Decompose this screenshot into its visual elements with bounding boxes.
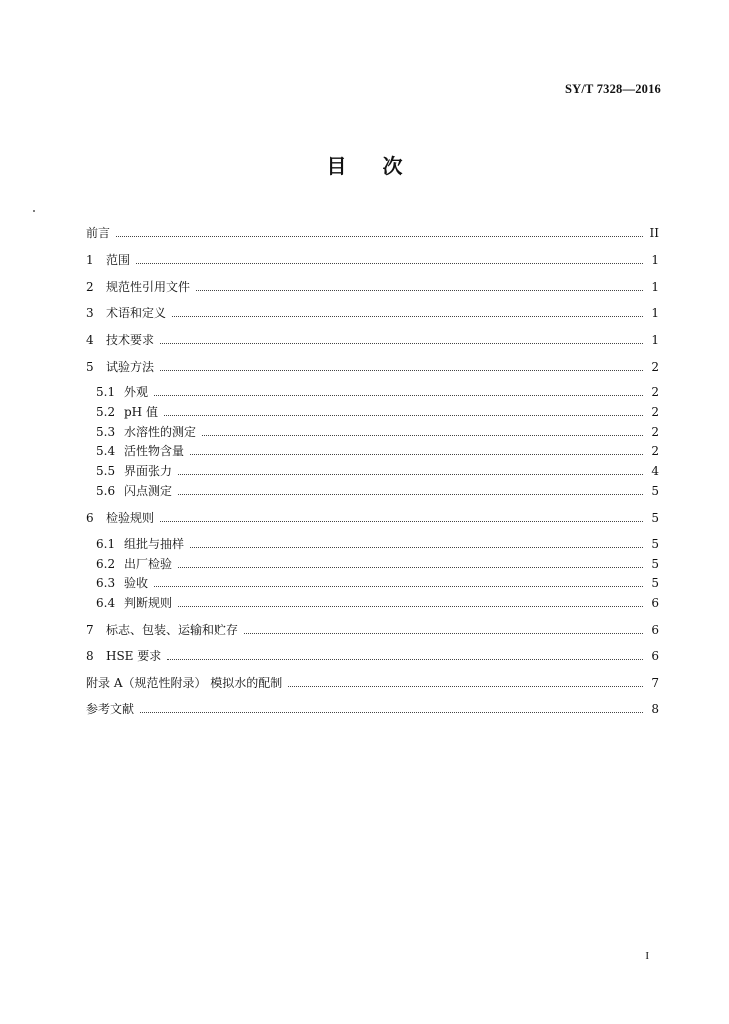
toc-leader-dots xyxy=(160,343,643,344)
toc-entry-page: 6 xyxy=(651,596,659,610)
toc-leader-dots xyxy=(178,474,643,475)
toc-leader-dots xyxy=(190,454,643,455)
toc-entry-label: 试验方法 xyxy=(106,360,155,374)
toc-leader-dots xyxy=(164,415,643,416)
toc-leader-dots xyxy=(178,494,643,495)
toc-entry-page: 6 xyxy=(651,649,659,663)
toc-leader-dots xyxy=(244,633,643,634)
toc-entry-number: 8 xyxy=(86,649,94,663)
toc-entry-label: 验收 xyxy=(124,576,149,590)
toc-entry-number: 5.2 xyxy=(96,405,116,419)
toc-entry-number: 3 xyxy=(86,306,94,320)
toc-entry-number: 6.3 xyxy=(96,576,116,590)
toc-entry-label: 出厂检验 xyxy=(124,557,173,571)
toc-entry[interactable] xyxy=(86,507,659,525)
toc-leader-dots xyxy=(172,316,643,317)
toc-entry[interactable] xyxy=(96,460,659,478)
toc-entry-label: 范围 xyxy=(106,253,131,267)
toc-entry-label: 水溶性的测定 xyxy=(124,425,197,439)
toc-entry-label: 参考文献 xyxy=(86,702,135,716)
toc-entry-number: 6 xyxy=(86,511,94,525)
page-number: I xyxy=(645,950,649,962)
toc-entry-page: 1 xyxy=(651,280,659,294)
toc-entry-page: 5 xyxy=(651,484,659,498)
toc-entry-page: II xyxy=(649,226,659,240)
toc-entry-page: 2 xyxy=(651,385,659,399)
toc-leader-dots xyxy=(154,586,643,587)
toc-entry-label: 判断规则 xyxy=(124,596,173,610)
toc-entry-label: 外观 xyxy=(124,385,149,399)
toc-entry-number: 4 xyxy=(86,333,94,347)
toc-leader-dots xyxy=(160,521,643,522)
toc-leader-dots xyxy=(116,236,643,237)
toc-leader-dots xyxy=(167,659,643,660)
toc-entry-page: 8 xyxy=(651,702,659,716)
toc-entry-label: HSE 要求 xyxy=(106,649,162,663)
toc-entry[interactable] xyxy=(96,592,659,610)
toc-entry-number: 7 xyxy=(86,623,94,637)
toc-leader-dots xyxy=(196,290,643,291)
toc-leader-dots xyxy=(160,370,643,371)
toc-entry[interactable] xyxy=(86,329,659,347)
toc-entry-page: 1 xyxy=(651,306,659,320)
toc-leader-dots xyxy=(190,547,643,548)
scan-speck xyxy=(33,210,35,212)
toc-entry-page: 6 xyxy=(651,623,659,637)
toc-leader-dots xyxy=(140,712,643,713)
standard-code: SY/T 7328—2016 xyxy=(565,82,661,96)
toc-entry[interactable] xyxy=(96,553,659,571)
toc-leader-dots xyxy=(288,686,643,687)
toc-entry-label: 活性物含量 xyxy=(124,444,185,458)
toc-leader-dots xyxy=(178,606,643,607)
toc-entry-label: 附录 A（规范性附录） 模拟水的配制 xyxy=(86,676,283,690)
toc-entry[interactable] xyxy=(86,672,659,690)
toc-entry-number: 5.4 xyxy=(96,444,116,458)
toc-leader-dots xyxy=(154,395,643,396)
toc-entry-number: 6.2 xyxy=(96,557,116,571)
toc-entry-page: 5 xyxy=(651,511,659,525)
toc-entry[interactable] xyxy=(86,222,659,240)
toc-entry-page: 5 xyxy=(651,537,659,551)
toc-entry-page: 4 xyxy=(651,464,659,478)
toc-entry-number: 5.1 xyxy=(96,385,116,399)
toc-leader-dots xyxy=(136,263,643,264)
toc-entry[interactable] xyxy=(96,381,659,399)
toc-entry-page: 2 xyxy=(651,444,659,458)
toc-entry-label: 界面张力 xyxy=(124,464,173,478)
toc-entry-page: 2 xyxy=(651,405,659,419)
toc-entry-number: 5.5 xyxy=(96,464,116,478)
toc-entry[interactable] xyxy=(86,249,659,267)
toc-entry-number: 5 xyxy=(86,360,94,374)
toc-entry[interactable] xyxy=(96,401,659,419)
toc-entry-page: 1 xyxy=(651,253,659,267)
toc-leader-dots xyxy=(202,435,643,436)
toc-entry[interactable] xyxy=(86,302,659,320)
toc-entry-label: 检验规则 xyxy=(106,511,155,525)
toc-entry-label: 技术要求 xyxy=(106,333,155,347)
toc-entry-number: 5.6 xyxy=(96,484,116,498)
toc-entry-page: 1 xyxy=(651,333,659,347)
toc-entry-label: 规范性引用文件 xyxy=(106,280,191,294)
toc-entry-number: 1 xyxy=(86,253,94,267)
toc-entry-label: 组批与抽样 xyxy=(124,537,185,551)
toc-entry-label: 标志、包装、运输和贮存 xyxy=(106,623,239,637)
toc-entry[interactable] xyxy=(96,480,659,498)
toc-entry[interactable] xyxy=(96,533,659,551)
toc-entry-page: 5 xyxy=(651,576,659,590)
toc-entry-number: 2 xyxy=(86,280,94,294)
toc-leader-dots xyxy=(178,567,643,568)
toc-entry-label: pH 值 xyxy=(124,405,158,419)
page-title: 目次 xyxy=(326,154,439,178)
toc-entry-page: 7 xyxy=(651,676,659,690)
toc-entry-number: 5.3 xyxy=(96,425,116,439)
toc-entry[interactable] xyxy=(86,698,659,716)
toc-entry-page: 5 xyxy=(651,557,659,571)
toc-entry[interactable] xyxy=(86,356,659,374)
toc-entry[interactable] xyxy=(86,645,659,663)
toc-entry[interactable] xyxy=(86,276,659,294)
toc-entry-number: 6.4 xyxy=(96,596,116,610)
toc-entry-page: 2 xyxy=(651,360,659,374)
toc-entry[interactable] xyxy=(96,421,659,439)
toc-entry[interactable] xyxy=(96,572,659,590)
toc-entry-label: 术语和定义 xyxy=(106,306,167,320)
toc-entry-label: 前言 xyxy=(86,226,111,240)
toc-entry[interactable] xyxy=(86,619,659,637)
toc-entry-number: 6.1 xyxy=(96,537,116,551)
toc-entry-page: 2 xyxy=(651,425,659,439)
toc-entry[interactable] xyxy=(96,440,659,458)
toc-entry-label: 闪点测定 xyxy=(124,484,173,498)
